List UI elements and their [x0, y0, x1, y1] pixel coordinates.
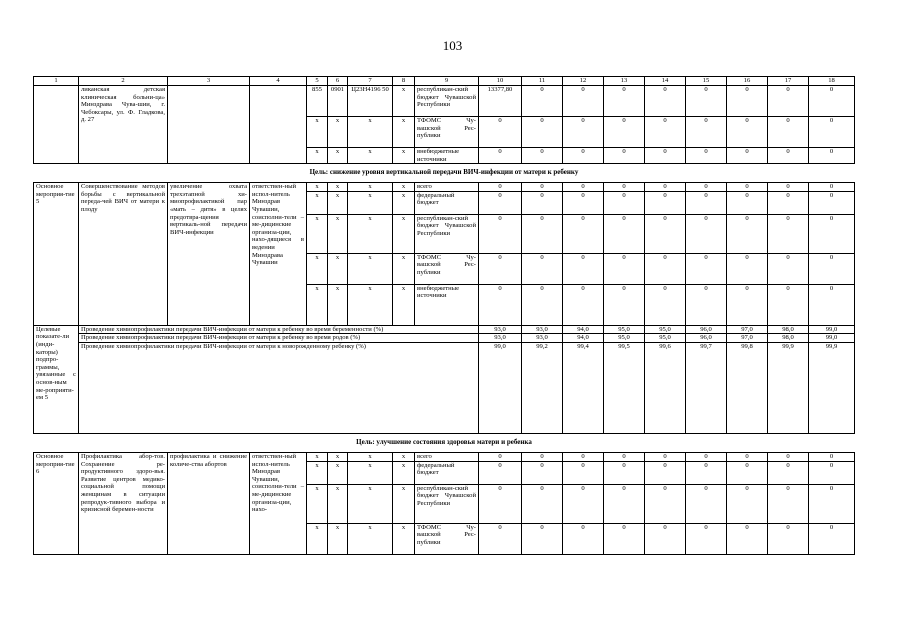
indicator-label: Проведение химиопрофилактики передачи ВИЧ-инфекции от матери к ребенку во время родов (%) — [79, 334, 479, 343]
code-cell: x — [328, 183, 348, 192]
value-cell: 99,5 — [604, 342, 645, 433]
column-header: 15 — [686, 77, 727, 86]
value-cell: 0 — [686, 523, 727, 554]
value-cell: 0 — [768, 183, 809, 192]
code-cell: x — [393, 86, 415, 117]
value-cell: 0 — [768, 86, 809, 117]
value-cell: 98,0 — [768, 334, 809, 343]
value-cell: 93,0 — [479, 334, 522, 343]
value-cell: 0 — [809, 452, 855, 461]
value-cell: 0 — [809, 86, 855, 117]
code-cell: x — [307, 214, 328, 253]
goal-heading: Цель: снижение уровня вертикальной передачи ВИЧ-инфекции от матери к ребенку — [34, 164, 855, 183]
value-cell: 0 — [522, 461, 563, 484]
value-cell: 0 — [809, 183, 855, 192]
code-cell: x — [393, 148, 415, 164]
value-cell: 99,9 — [809, 342, 855, 433]
value-cell: 0 — [686, 284, 727, 325]
code-cell: x — [393, 452, 415, 461]
value-cell: 0 — [727, 148, 768, 164]
budget-table — [33, 76, 855, 555]
value-cell: 95,0 — [645, 325, 686, 334]
code-cell: x — [393, 117, 415, 148]
code-cell: x — [328, 214, 348, 253]
code-cell: x — [307, 191, 328, 214]
funding-source: республикан-ский бюджет Чувашской Республики — [415, 86, 479, 117]
value-cell: 93,0 — [522, 325, 563, 334]
value-cell: 0 — [479, 117, 522, 148]
funding-source: ТФОМС Чу-вашской Рес-публики — [415, 523, 479, 554]
column-header: 16 — [727, 77, 768, 86]
value-cell: 0 — [809, 461, 855, 484]
column-header: 10 — [479, 77, 522, 86]
value-cell: 0 — [768, 253, 809, 284]
event-title: Основное мероприя-тие 5 — [34, 183, 79, 326]
code-cell: x — [307, 253, 328, 284]
event-goal: увеличение охвата трехэтапной хи-миопрофилактикой пар «мать – дитя» в целях предотвра-щения вертикаль-ной передачи ВИЧ-инфекции — [168, 183, 250, 326]
value-cell: 0 — [522, 253, 563, 284]
code-cell: x — [307, 284, 328, 325]
value-cell: 0 — [522, 183, 563, 192]
value-cell: 99,7 — [686, 342, 727, 433]
code-cell: x — [393, 183, 415, 192]
value-cell: 96,0 — [686, 334, 727, 343]
value-cell: 0 — [479, 214, 522, 253]
value-cell: 0 — [563, 452, 604, 461]
value-cell: 0 — [563, 191, 604, 214]
value-cell: 93,0 — [522, 334, 563, 343]
value-cell: 0 — [563, 484, 604, 523]
code-cell: x — [328, 148, 348, 164]
value-cell: 0 — [479, 191, 522, 214]
event-description: Профилактика абор-тов. Сохранение ре-продуктивного здоро-вья. Развитие центров медико-социальной помощи женщинам в ситуации репродук-тивного выбора и кризисной беремен-ности — [79, 452, 168, 554]
value-cell: 0 — [563, 86, 604, 117]
value-cell: 0 — [686, 148, 727, 164]
value-cell: 94,0 — [563, 325, 604, 334]
value-cell: 99,2 — [522, 342, 563, 433]
event-executor: ответствен-ный испол-нитель Минздрав Чувашии, соисполни-тели – ме-дицинские организа-ции, нахо-дящиеся в ведении Минздрава Чувашии — [250, 183, 307, 326]
value-cell: 0 — [645, 183, 686, 192]
code-cell: x — [328, 191, 348, 214]
value-cell: 0 — [686, 191, 727, 214]
table-row — [34, 183, 855, 192]
value-cell: 0 — [604, 523, 645, 554]
value-cell: 0 — [686, 452, 727, 461]
value-cell: 0 — [645, 461, 686, 484]
event-executor: ответствен-ный испол-нитель Минздрав Чувашии, соисполни-тели – ме-дицинские организа-ции, нахо- — [250, 452, 307, 554]
value-cell: 0 — [686, 86, 727, 117]
value-cell: 0 — [809, 284, 855, 325]
code-cell: x — [348, 148, 393, 164]
value-cell: 0 — [768, 117, 809, 148]
code-cell: x — [393, 253, 415, 284]
value-cell: 0 — [604, 86, 645, 117]
value-cell: 0 — [768, 523, 809, 554]
value-cell: 0 — [604, 214, 645, 253]
value-cell: 0 — [604, 484, 645, 523]
value-cell: 0 — [645, 191, 686, 214]
value-cell: 0 — [727, 214, 768, 253]
indicator-label: Проведение химиопрофилактики передачи ВИЧ-инфекции от матери к ребенку во время беременности (%) — [79, 325, 479, 334]
value-cell: 0 — [809, 253, 855, 284]
value-cell: 97,0 — [727, 325, 768, 334]
value-cell: 99,8 — [727, 342, 768, 433]
value-cell: 0 — [768, 452, 809, 461]
funding-source: федеральный бюджет — [415, 191, 479, 214]
column-header: 8 — [393, 77, 415, 86]
code-cell: x — [393, 523, 415, 554]
code-cell: x — [328, 452, 348, 461]
code-cell: x — [393, 191, 415, 214]
value-cell: 0 — [727, 86, 768, 117]
column-header: 13 — [604, 77, 645, 86]
code-cell: x — [328, 523, 348, 554]
value-cell: 0 — [563, 117, 604, 148]
institution-cell: ликанская детская клиническая больни-ца» Минздрава Чува-шии, г. Чебоксары, ул. Ф. Гладкова, д. 27 — [79, 86, 168, 164]
value-cell: 0 — [563, 214, 604, 253]
value-cell: 0 — [563, 523, 604, 554]
code-cell: Ц23Н4196 50 — [348, 86, 393, 117]
column-header: 3 — [168, 77, 250, 86]
empty-cell — [250, 86, 307, 164]
goal-row — [34, 164, 855, 183]
column-header: 11 — [522, 77, 563, 86]
value-cell: 0 — [604, 452, 645, 461]
value-cell: 0 — [809, 523, 855, 554]
empty-cell — [168, 86, 250, 164]
code-cell: x — [348, 117, 393, 148]
value-cell: 94,0 — [563, 334, 604, 343]
column-header: 1 — [34, 77, 79, 86]
value-cell: 0 — [522, 484, 563, 523]
funding-source: федеральный бюджет — [415, 461, 479, 484]
column-header: 18 — [809, 77, 855, 86]
code-cell: x — [348, 461, 393, 484]
code-cell: x — [307, 461, 328, 484]
value-cell: 0 — [522, 191, 563, 214]
funding-source: республикан-ский бюджет Чувашской Республики — [415, 484, 479, 523]
value-cell: 99,0 — [479, 342, 522, 433]
value-cell: 0 — [727, 484, 768, 523]
value-cell: 0 — [768, 214, 809, 253]
value-cell: 0 — [479, 523, 522, 554]
value-cell: 0 — [604, 148, 645, 164]
event-title: Основное мероприя-тие 6 — [34, 452, 79, 554]
value-cell: 0 — [522, 148, 563, 164]
value-cell: 0 — [563, 183, 604, 192]
code-cell: x — [393, 284, 415, 325]
event-description: Совершенствование методов борьбы с вертикальной переда-чей ВИЧ от матери к плоду — [79, 183, 168, 326]
event-goal: профилактика и снижение количе-ства абортов — [168, 452, 250, 554]
column-header: 5 — [307, 77, 328, 86]
page-number: 103 — [442, 38, 463, 53]
column-header: 12 — [563, 77, 604, 86]
funding-source: ТФОМС Чу-вашской Рес-публики — [415, 253, 479, 284]
code-cell: x — [348, 253, 393, 284]
value-cell: 95,0 — [645, 334, 686, 343]
value-cell: 0 — [645, 214, 686, 253]
code-cell: 855 — [307, 86, 328, 117]
column-header: 7 — [348, 77, 393, 86]
value-cell: 0 — [479, 148, 522, 164]
value-cell: 0 — [645, 523, 686, 554]
code-cell: x — [307, 523, 328, 554]
value-cell: 0 — [686, 461, 727, 484]
funding-source: всего — [415, 183, 479, 192]
value-cell: 98,0 — [768, 325, 809, 334]
value-cell: 0 — [479, 484, 522, 523]
code-cell: x — [348, 284, 393, 325]
value-cell: 0 — [604, 284, 645, 325]
indicator-row — [34, 342, 855, 433]
funding-source: внебюджетные источники — [415, 148, 479, 164]
table-row — [34, 86, 855, 117]
funding-source: ТФОМС Чу-вашской Рес-публики — [415, 117, 479, 148]
goal-heading: Цель: улучшение состояния здоровья матери и ребенка — [34, 433, 855, 452]
value-cell: 0 — [479, 253, 522, 284]
value-cell: 99,0 — [809, 325, 855, 334]
value-cell: 0 — [522, 86, 563, 117]
value-cell: 0 — [563, 253, 604, 284]
value-cell: 0 — [768, 484, 809, 523]
code-cell: x — [393, 484, 415, 523]
value-cell: 0 — [809, 117, 855, 148]
code-cell: x — [328, 484, 348, 523]
funding-source: внебюджетные источники — [415, 284, 479, 325]
value-cell: 0 — [768, 284, 809, 325]
value-cell: 93,0 — [479, 325, 522, 334]
value-cell: 0 — [727, 284, 768, 325]
value-cell: 0 — [645, 148, 686, 164]
indicators-title: Целевые показате-ли (инди-каторы) подпро-граммы, увязанные с основ-ным ме-роприяти-ем 5 — [34, 325, 79, 433]
value-cell: 0 — [522, 523, 563, 554]
code-cell: x — [328, 284, 348, 325]
column-header: 6 — [328, 77, 348, 86]
value-cell: 0 — [479, 284, 522, 325]
column-header: 2 — [79, 77, 168, 86]
header-row — [34, 77, 855, 86]
value-cell: 0 — [563, 284, 604, 325]
value-cell: 0 — [686, 214, 727, 253]
value-cell: 0 — [686, 253, 727, 284]
value-cell: 0 — [809, 191, 855, 214]
code-cell: x — [393, 461, 415, 484]
code-cell: x — [307, 484, 328, 523]
value-cell: 0 — [604, 183, 645, 192]
value-cell: 96,0 — [686, 325, 727, 334]
value-cell: 0 — [522, 117, 563, 148]
funding-source: всего — [415, 452, 479, 461]
code-cell: x — [348, 214, 393, 253]
code-cell: x — [393, 214, 415, 253]
column-header: 17 — [768, 77, 809, 86]
value-cell: 0 — [686, 484, 727, 523]
empty-cell — [34, 86, 79, 164]
code-cell: x — [348, 484, 393, 523]
value-cell: 0 — [727, 523, 768, 554]
value-cell: 0 — [645, 117, 686, 148]
value-cell: 0 — [645, 86, 686, 117]
value-cell: 0 — [479, 461, 522, 484]
value-cell: 0 — [645, 253, 686, 284]
value-cell: 99,9 — [768, 342, 809, 433]
value-cell: 0 — [809, 148, 855, 164]
value-cell: 0 — [727, 117, 768, 148]
value-cell: 0 — [809, 484, 855, 523]
value-cell: 0 — [727, 191, 768, 214]
value-cell: 0 — [563, 148, 604, 164]
code-cell: x — [348, 191, 393, 214]
code-cell: x — [307, 148, 328, 164]
column-header: 4 — [250, 77, 307, 86]
code-cell: x — [328, 117, 348, 148]
value-cell: 0 — [645, 484, 686, 523]
code-cell: x — [348, 183, 393, 192]
code-cell: x — [348, 523, 393, 554]
goal-row — [34, 433, 855, 452]
value-cell: 0 — [768, 148, 809, 164]
column-header: 9 — [415, 77, 479, 86]
value-cell: 13377,80 — [479, 86, 522, 117]
value-cell: 0 — [686, 183, 727, 192]
code-cell: x — [328, 461, 348, 484]
code-cell: x — [307, 183, 328, 192]
value-cell: 0 — [604, 253, 645, 284]
value-cell: 97,0 — [727, 334, 768, 343]
value-cell: 0 — [479, 452, 522, 461]
value-cell: 0 — [604, 117, 645, 148]
value-cell: 0 — [809, 214, 855, 253]
code-cell: x — [307, 452, 328, 461]
value-cell: 99,6 — [645, 342, 686, 433]
value-cell: 95,0 — [604, 334, 645, 343]
column-header: 14 — [645, 77, 686, 86]
value-cell: 0 — [604, 461, 645, 484]
indicator-label: Проведение химиопрофилактики передачи ВИЧ-инфекции от матери к новорожденному ребенку (%) — [79, 342, 479, 433]
code-cell: x — [348, 452, 393, 461]
value-cell: 0 — [727, 461, 768, 484]
value-cell: 0 — [563, 461, 604, 484]
value-cell: 0 — [727, 452, 768, 461]
value-cell: 0 — [522, 214, 563, 253]
value-cell: 0 — [645, 452, 686, 461]
value-cell: 0 — [522, 284, 563, 325]
value-cell: 0 — [727, 253, 768, 284]
value-cell: 99,4 — [563, 342, 604, 433]
indicator-row — [34, 325, 855, 334]
funding-source: республикан-ский бюджет Чувашской Республики — [415, 214, 479, 253]
value-cell: 0 — [727, 183, 768, 192]
value-cell: 95,0 — [604, 325, 645, 334]
indicator-row — [34, 334, 855, 343]
code-cell: x — [328, 253, 348, 284]
value-cell: 99,0 — [809, 334, 855, 343]
value-cell: 0 — [604, 191, 645, 214]
table-row — [34, 452, 855, 461]
code-cell: x — [307, 117, 328, 148]
code-cell: 0901 — [328, 86, 348, 117]
value-cell: 0 — [768, 461, 809, 484]
value-cell: 0 — [645, 284, 686, 325]
value-cell: 0 — [479, 183, 522, 192]
value-cell: 0 — [686, 117, 727, 148]
value-cell: 0 — [522, 452, 563, 461]
value-cell: 0 — [768, 191, 809, 214]
